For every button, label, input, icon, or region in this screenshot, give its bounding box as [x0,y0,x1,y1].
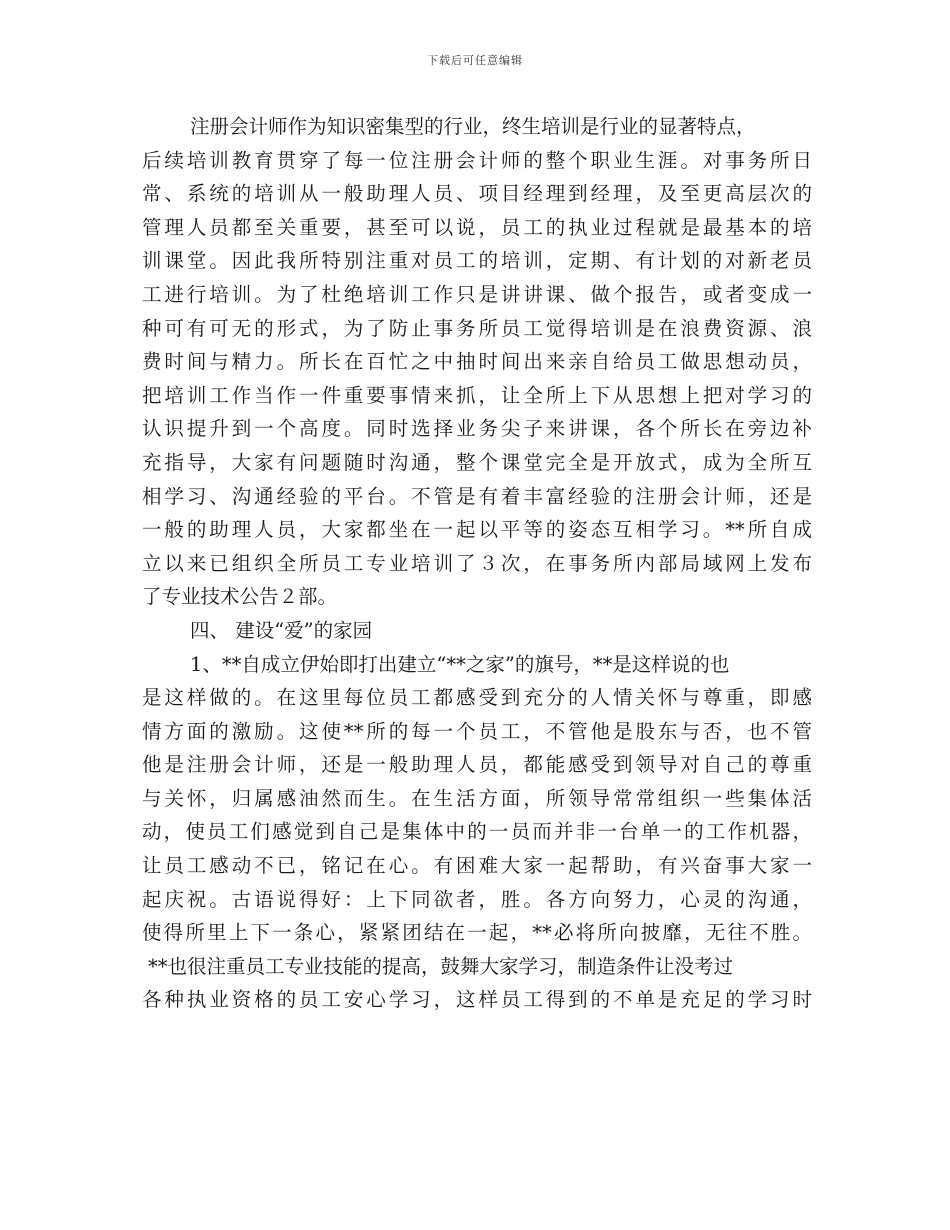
section-heading: 四、 建设“爱”的家园 [190,618,373,642]
paragraph-line: 让员工感动不已，铭记在心。有困难大家一起帮助，有兴奋事大家一 [142,854,812,878]
paragraph-line: 把培训工作当作一件重要事情来抓，让全所上下从思想上把对学习的 [142,383,812,407]
paragraph-line: 一般的助理人员，大家都坐在一起以平等的姿态互相学习。**所自成 [142,518,812,542]
paragraph-line: 使得所里上下一条心，紧紧团结在一起，**必将所向披靡，无往不胜。 [142,921,812,945]
paragraph-line: 各种执业资格的员工安心学习，这样员工得到的不单是充足的学习时 [142,988,812,1012]
paragraph-line: 相学习、沟通经验的平台。不管是有着丰富经验的注册会计师，还是 [142,484,812,508]
paragraph-line: 情方面的激励。这使**所的每一个员工，不管他是股东与否，也不管 [142,719,812,743]
page-header: 下载后可任意编辑 [427,54,523,67]
paragraph-line: **也很注重员工专业技能的提高，鼓舞大家学习，制造条件让没考过 [148,954,734,978]
paragraph-line: 常、系统的培训从一般助理人员、项目经理到经理，及至更高层次的 [142,182,812,206]
paragraph-line: 后续培训教育贯穿了每一位注册会计师的整个职业生涯。对事务所日 [142,148,812,172]
paragraph-line: 充指导，大家有问题随时沟通，整个课堂完全是开放式，成为全所互 [142,450,812,474]
paragraph-line: 了专业技术公告２部。 [142,585,338,609]
paragraph-line: 费时间与精力。所长在百忙之中抽时间出来亲自给员工做思想动员， [142,350,812,374]
paragraph-line: 立以来已组织全所员工专业培训了３次，在事务所内部局域网上发布 [142,551,812,575]
paragraph-line: 工进行培训。为了杜绝培训工作只是讲讲课、做个报告，或者变成一 [142,282,812,306]
paragraph-line: 种可有可无的形式，为了防止事务所员工觉得培训是在浪费资源、浪 [142,316,812,340]
paragraph-line: 起庆祝。古语说得好：上下同欲者，胜。各方向努力，心灵的沟通， [142,887,812,911]
paragraph-line: 1、**自成立伊始即打出建立“**之家”的旗号，**是这样说的也 [190,652,730,676]
paragraph-line: 认识提升到一个高度。同时选择业务尖子来讲课，各个所长在旁边补 [142,417,812,441]
paragraph-line: 注册会计师作为知识密集型的行业，终生培训是行业的显著特点， [190,115,756,138]
paragraph-line: 与关怀，归属感油然而生。在生活方面，所领导常常组织一些集体活 [142,786,812,810]
paragraph-line: 他是注册会计师，还是一般助理人员，都能感受到领导对自己的尊重 [142,753,812,777]
paragraph-line: 训课堂。因此我所特别注重对员工的培训，定期、有计划的对新老员 [142,249,812,273]
paragraph-line: 是这样做的。在这里每位员工都感受到充分的人情关怀与尊重，即感 [142,686,812,710]
paragraph-line: 管理人员都至关重要，甚至可以说，员工的执业过程就是最基本的培 [142,215,812,239]
document-body [142,110,812,1017]
paragraph-line: 动，使员工们感觉到自己是集体中的一员而并非一台单一的工作机器， [142,820,812,844]
